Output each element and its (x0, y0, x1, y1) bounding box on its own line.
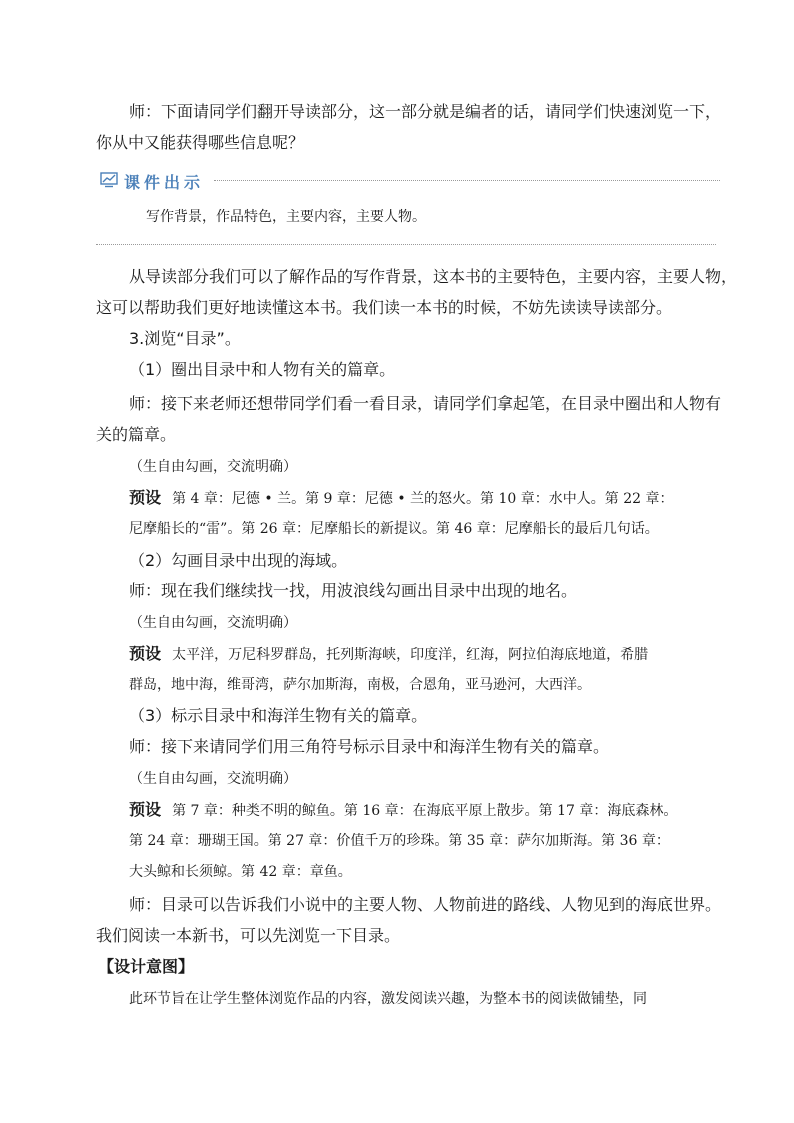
teacher-intro-line1: 师：下面请同学们翻开导读部分，这一部分就是编者的话，请同学们快速浏览一下， (129, 102, 722, 121)
step1-teacher-line2: 关的篇章。 (96, 425, 177, 444)
conclusion-line2: 我们阅读一本新书，可以先浏览一下目录。 (96, 926, 401, 945)
courseware-bottom-divider (96, 244, 716, 245)
summary-line1: 从导读部分我们可以了解作品的写作背景，这本书的主要特色，主要内容，主要人物， (129, 267, 738, 286)
courseware-content: 写作背景，作品特色，主要内容，主要人物。 (146, 209, 426, 225)
step3-activity: （生自由勾画，交流明确） (129, 771, 297, 787)
step3-preset-line3: 大头鲸和长须鲸。第 42 章：章鱼。 (129, 864, 352, 880)
step3-teacher: 师：接下来请同学们用三角符号标示目录中和海洋生物有关的篇章。 (129, 737, 610, 756)
preset-text: 第 4 章：尼德 • 兰。第 9 章：尼德 • 兰的怒火。第 10 章：水中人。第 22 章： (172, 491, 674, 507)
courseware-header (100, 170, 204, 193)
preset-text: 第 7 章：种类不明的鲸鱼。第 16 章：在海底平原上散步。第 17 章：海底森林。 (172, 803, 678, 819)
courseware-divider (214, 180, 720, 181)
step3-preset-line2: 第 24 章：珊瑚王国。第 27 章：价值千万的珍珠。第 35 章：萨尔加斯海。第 36 章： (129, 833, 670, 849)
step2-teacher: 师：现在我们继续找一找，用波浪线勾画出目录中出现的地名。 (129, 581, 578, 600)
design-intent-line1: 此环节旨在让学生整体浏览作品的内容，激发阅读兴趣，为整本书的阅读做铺垫，同 (129, 991, 647, 1007)
section3-title: 3.浏览“目录”。 (129, 329, 241, 348)
step2-title: （2）勾画目录中出现的海域。 (129, 551, 348, 570)
design-intent-heading: 【设计意图】 (98, 957, 195, 976)
preset-label: 预设 (129, 644, 162, 663)
step1-title: （1）圈出目录中和人物有关的篇章。 (129, 360, 396, 379)
step1-preset-line1 (129, 487, 673, 510)
step1-teacher-line1: 师：接下来老师还想带同学们看一看目录，请同学们拿起笔，在目录中圈出和人物有 (129, 394, 722, 413)
step3-preset-line1 (129, 799, 677, 822)
teacher-intro-line2: 你从中又能获得哪些信息呢？ (96, 133, 305, 152)
step1-activity: （生自由勾画，交流明确） (129, 459, 297, 475)
step3-title: （3）标示目录中和海洋生物有关的篇章。 (129, 706, 428, 725)
preset-text: 太平洋，万尼科罗群岛，托列斯海峡，印度洋，红海，阿拉伯海底地道，希腊 (172, 647, 649, 663)
step2-activity: （生自由勾画，交流明确） (129, 615, 297, 631)
step2-preset-line1 (129, 643, 648, 666)
courseware-label: 课件出示 (124, 173, 205, 192)
step1-preset-line2: 尼摩船长的“雷”。第 26 章：尼摩船长的新提议。第 46 章：尼摩船长的最后几句话。 (129, 521, 659, 537)
chart-icon (100, 172, 118, 192)
preset-label: 预设 (129, 800, 162, 819)
conclusion-line1: 师：目录可以告诉我们小说中的主要人物、人物前进的路线、人物见到的海底世界。 (129, 895, 722, 914)
step2-preset-line2: 群岛，地中海，维哥湾，萨尔加斯海，南极，合恩角，亚马逊河，大西洋。 (129, 677, 591, 693)
summary-line2: 这可以帮助我们更好地读懂这本书。我们读一本书的时候，不妨先读读导读部分。 (96, 298, 673, 317)
preset-label: 预设 (129, 488, 162, 507)
